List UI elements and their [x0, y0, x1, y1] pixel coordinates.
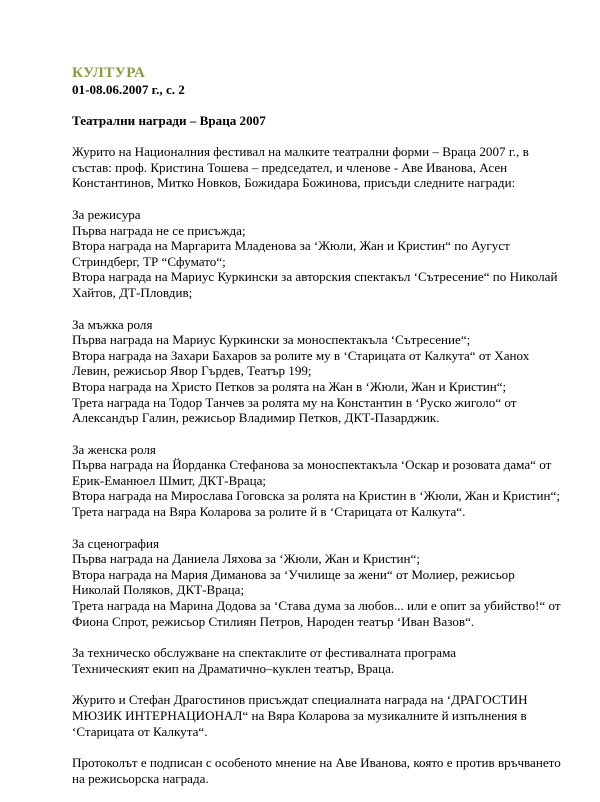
- paragraph: [72, 692, 542, 739]
- text-line: Втора награда на Захари Бахаров за ролите му в ‘Старицата от Калкута“ от Ханох: [72, 347, 530, 363]
- date-line: 01-08.06.2007 г., с. 2: [72, 82, 185, 97]
- text-line: Първа награда на Йорданка Стефанова за моноспектакъла ‘Оскар и розовата дама“ от: [72, 457, 552, 473]
- text-line: Втора награда на Мирослава Гоговска за ролята на Кристин в ‘Жюли, Жан и Кристин“;: [72, 488, 560, 504]
- paragraph: [72, 535, 561, 630]
- paragraph: [72, 144, 542, 191]
- text-line: За техническо обслужване на спектаклите от фестивалната програма: [72, 645, 457, 661]
- text-line: За сценография: [72, 535, 160, 551]
- text-line: Втора награда на Маргарита Младенова за ‘Жюли, Жан и Кристин“ по Аугуст: [72, 238, 510, 254]
- text-line: Журито на Националния фестивал на малките театрални форми – Враца 2007 г., в: [72, 144, 529, 160]
- text-line: ‘Старицата от Калкута“.: [72, 723, 208, 739]
- text-line: Втора награда на Мария Диманова за ‘Училище за жени“ от Молиер, режисьор: [72, 566, 515, 582]
- text-line: Левин, режисьор Явор Гърдев, Театър 199;: [72, 363, 312, 379]
- text-line: Журито и Стефан Драгостинов присъждат специалната награда на ‘ДРАГОСТИН: [72, 692, 528, 708]
- text-line: Първа награда не се присъжда;: [72, 222, 246, 238]
- text-line: Трета награда на Марина Додова за ‘Става дума за любов... или е опит за убийство!“ от: [72, 598, 561, 614]
- text-line: Първа награда на Даниела Ляхова за ‘Жюли, Жан и Кристин“;: [72, 551, 420, 567]
- paragraph: [72, 645, 542, 676]
- text-line: За режисура: [72, 206, 141, 222]
- paragraph: [72, 206, 558, 301]
- text-line: Фиона Спрот, режисьор Стилиян Петров, Народен театър ‘Иван Вазов“.: [72, 613, 475, 629]
- text-line: За мъжка роля: [72, 316, 153, 332]
- text-line: Николай Поляков, ДКТ-Враца;: [72, 582, 245, 598]
- article-title: Театрални награди – Враца 2007: [72, 112, 266, 128]
- text-line: Трета награда на Тодор Танчев за ролята му на Константин в ‘Руско жиголо“ от: [72, 394, 517, 410]
- article-content: [72, 64, 561, 802]
- paragraph: [72, 441, 560, 520]
- text-line: Техническият екип на Драматично–куклен театър, Враца.: [72, 660, 395, 676]
- text-line: състав: проф. Кристина Тошева – председател, и членове - Аве Иванова, Асен: [72, 159, 508, 175]
- paragraph: [72, 755, 561, 786]
- text-line: Александър Галин, режисьор Владимир Петков, ДКТ-Пазарджик.: [72, 410, 440, 426]
- article-body: [72, 144, 561, 786]
- text-line: Втора награда на Христо Петков за ролята на Жан в ‘Жюли, Жан и Кристин“;: [72, 378, 507, 394]
- text-line: Хайтов, ДТ-Пловдив;: [72, 284, 193, 300]
- text-line: Ерик-Еманюел Шмит, ДКТ-Враца;: [72, 472, 267, 488]
- paragraph: [72, 317, 542, 426]
- text-line: МЮЗИК ИНТЕРНАЦИОНАЛ“ на Вяра Коларова за музикалните й изпълнения в: [72, 708, 527, 723]
- text-line: Стриндберг, ТР “Сфумато“;: [72, 253, 226, 269]
- text-line: на режисьорска награда.: [72, 770, 209, 786]
- text-line: Трета награда на Вяра Коларова за ролите й в ‘Старицата от Калкута“.: [72, 504, 466, 520]
- section-logo: КУЛТУРА: [72, 65, 146, 81]
- text-line: Константинов, Митко Новков, Божидара Божинова, присъди следните награди:: [72, 175, 516, 191]
- text-line: Първа награда на Мариус Куркински за моноспектакъла ‘Сътресение“;: [72, 332, 471, 348]
- text-line: Втора награда на Мариус Куркински за авторския спектакъл ‘Сътресение“ по Николай: [72, 269, 558, 285]
- text-line: За женска роля: [72, 441, 156, 457]
- text-line: Протоколът е подписан с особеното мнение на Аве Иванова, която е против връчването: [72, 755, 561, 771]
